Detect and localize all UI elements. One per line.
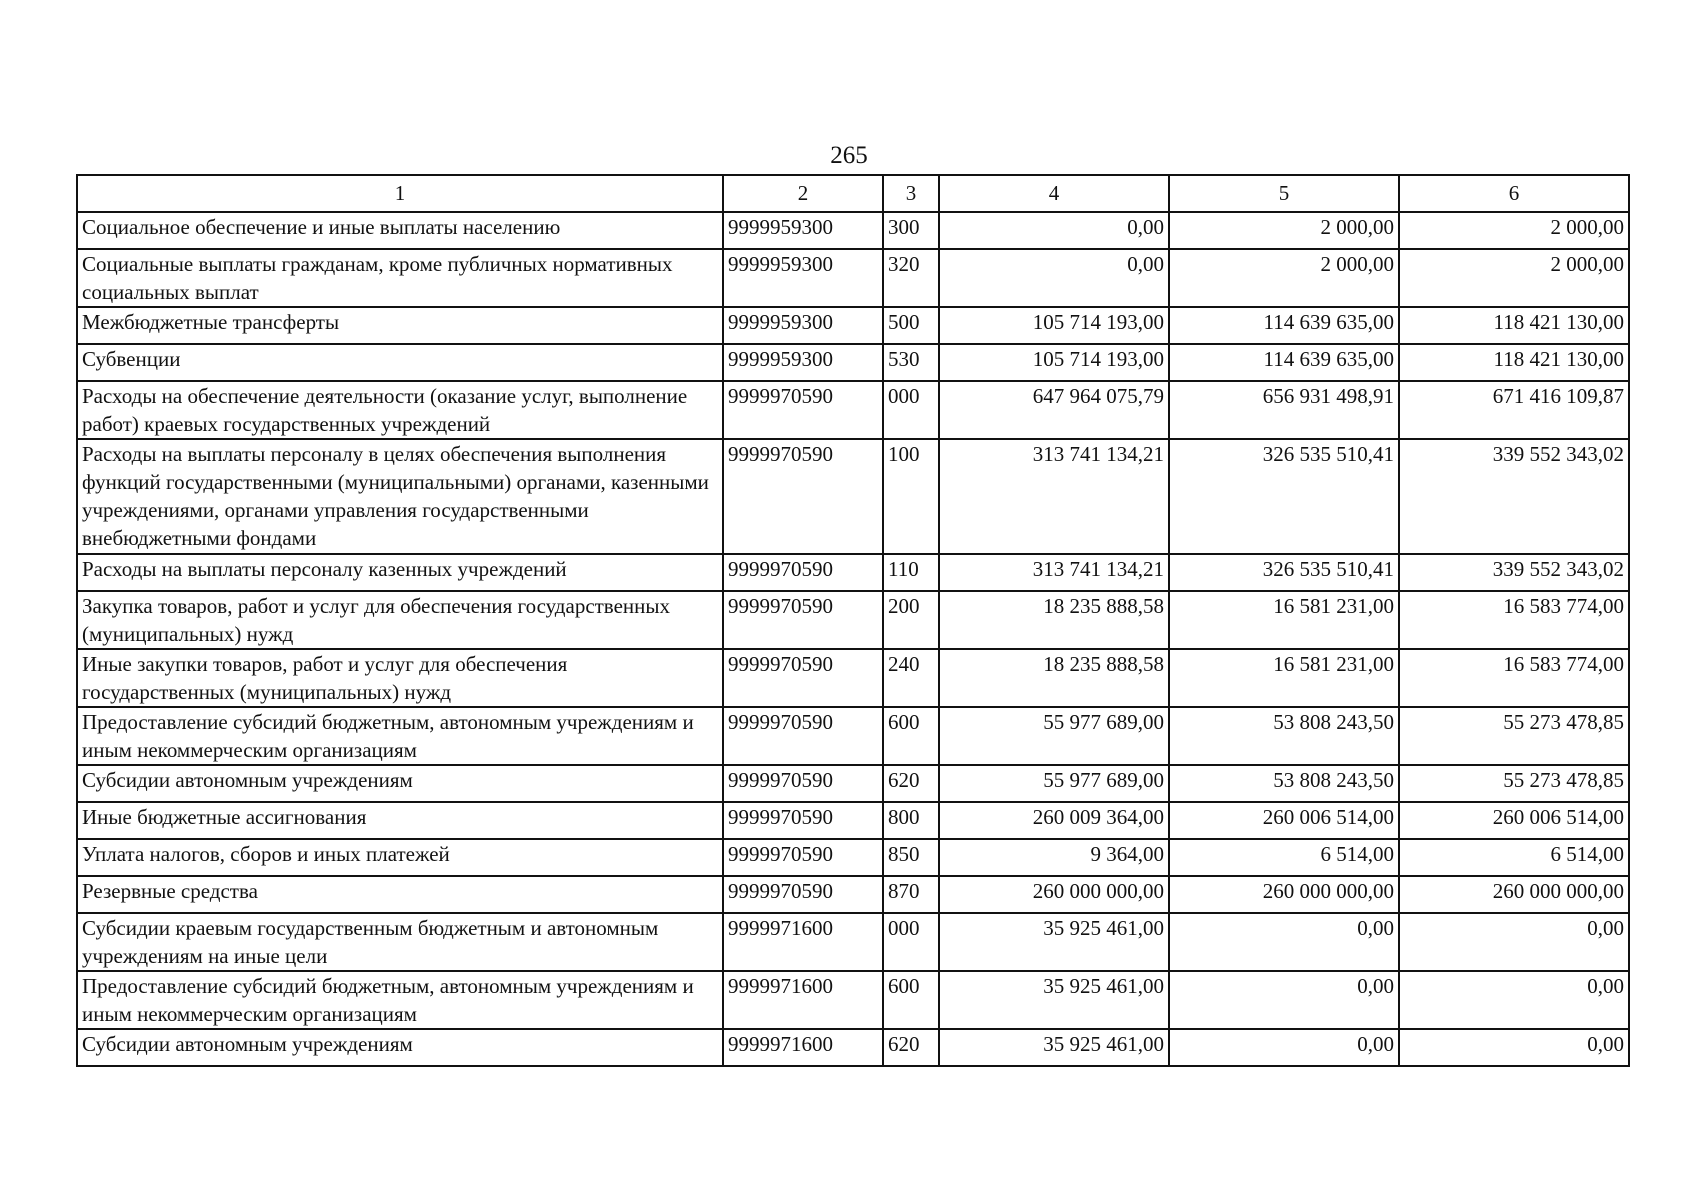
amount-col5: 2 000,00 xyxy=(1169,249,1399,307)
expense-type-code: 300 xyxy=(883,212,939,249)
table-row xyxy=(77,344,1629,381)
expense-type-code: 620 xyxy=(883,765,939,802)
amount-col5: 16 581 231,00 xyxy=(1169,591,1399,649)
amount-col6: 118 421 130,00 xyxy=(1399,344,1629,381)
expense-type-code: 870 xyxy=(883,876,939,913)
amount-col4: 647 964 075,79 xyxy=(939,381,1169,439)
amount-col5: 6 514,00 xyxy=(1169,839,1399,876)
amount-col5: 53 808 243,50 xyxy=(1169,707,1399,765)
target-code: 9999970590 xyxy=(723,802,883,839)
expense-type-code: 500 xyxy=(883,307,939,344)
expense-name: Расходы на выплаты персоналу в целях обеспечения выполнения функций государственными (муниципальными) органами, казенными учреждениями, органами управления государственными внебюджетными фондами xyxy=(77,439,723,554)
table-row xyxy=(77,249,1629,307)
amount-col5: 326 535 510,41 xyxy=(1169,439,1399,554)
amount-col4: 18 235 888,58 xyxy=(939,591,1169,649)
target-code: 9999970590 xyxy=(723,765,883,802)
amount-col6: 0,00 xyxy=(1399,971,1629,1029)
amount-col6: 2 000,00 xyxy=(1399,249,1629,307)
amount-col6: 2 000,00 xyxy=(1399,212,1629,249)
amount-col4: 260 000 000,00 xyxy=(939,876,1169,913)
expense-name: Межбюджетные трансферты xyxy=(77,307,723,344)
expense-type-code: 850 xyxy=(883,839,939,876)
table-row xyxy=(77,1029,1629,1066)
target-code: 9999959300 xyxy=(723,344,883,381)
amount-col4: 0,00 xyxy=(939,249,1169,307)
amount-col6: 16 583 774,00 xyxy=(1399,649,1629,707)
expense-name: Резервные средства xyxy=(77,876,723,913)
expense-type-code: 000 xyxy=(883,913,939,971)
header-cell: 4 xyxy=(939,175,1169,212)
table-row xyxy=(77,439,1629,554)
expense-name: Социальное обеспечение и иные выплаты населению xyxy=(77,212,723,249)
amount-col4: 35 925 461,00 xyxy=(939,1029,1169,1066)
amount-col6: 0,00 xyxy=(1399,1029,1629,1066)
target-code: 9999959300 xyxy=(723,307,883,344)
amount-col4: 18 235 888,58 xyxy=(939,649,1169,707)
amount-col6: 118 421 130,00 xyxy=(1399,307,1629,344)
amount-col6: 16 583 774,00 xyxy=(1399,591,1629,649)
expense-type-code: 620 xyxy=(883,1029,939,1066)
expense-name: Субсидии автономным учреждениям xyxy=(77,765,723,802)
amount-col5: 260 006 514,00 xyxy=(1169,802,1399,839)
expense-name: Иные закупки товаров, работ и услуг для обеспечения государственных (муниципальных) нужд xyxy=(77,649,723,707)
expense-type-code: 200 xyxy=(883,591,939,649)
target-code: 9999971600 xyxy=(723,971,883,1029)
expense-type-code: 320 xyxy=(883,249,939,307)
amount-col6: 0,00 xyxy=(1399,913,1629,971)
table-row xyxy=(77,802,1629,839)
target-code: 9999970590 xyxy=(723,591,883,649)
amount-col6: 339 552 343,02 xyxy=(1399,439,1629,554)
table-row xyxy=(77,381,1629,439)
expense-type-code: 600 xyxy=(883,971,939,1029)
expense-name: Уплата налогов, сборов и иных платежей xyxy=(77,839,723,876)
table-row xyxy=(77,649,1629,707)
expense-name: Предоставление субсидий бюджетным, автономным учреждениям и иным некоммерческим организациям xyxy=(77,971,723,1029)
target-code: 9999971600 xyxy=(723,1029,883,1066)
header-row xyxy=(77,175,1629,212)
amount-col6: 260 006 514,00 xyxy=(1399,802,1629,839)
expense-name: Субсидии автономным учреждениям xyxy=(77,1029,723,1066)
target-code: 9999970590 xyxy=(723,381,883,439)
amount-col4: 55 977 689,00 xyxy=(939,707,1169,765)
target-code: 9999970590 xyxy=(723,554,883,591)
expense-name: Расходы на выплаты персоналу казенных учреждений xyxy=(77,554,723,591)
table-row xyxy=(77,765,1629,802)
target-code: 9999970590 xyxy=(723,649,883,707)
header-cell: 5 xyxy=(1169,175,1399,212)
table-row xyxy=(77,591,1629,649)
expense-name: Субсидии краевым государственным бюджетным и автономным учреждениям на иные цели xyxy=(77,913,723,971)
budget-table xyxy=(76,174,1630,1067)
expense-name: Иные бюджетные ассигнования xyxy=(77,802,723,839)
expense-name: Социальные выплаты гражданам, кроме публичных нормативных социальных выплат xyxy=(77,249,723,307)
header-cell: 3 xyxy=(883,175,939,212)
target-code: 9999959300 xyxy=(723,212,883,249)
amount-col5: 0,00 xyxy=(1169,971,1399,1029)
amount-col6: 260 000 000,00 xyxy=(1399,876,1629,913)
amount-col5: 0,00 xyxy=(1169,913,1399,971)
expense-type-code: 110 xyxy=(883,554,939,591)
amount-col5: 326 535 510,41 xyxy=(1169,554,1399,591)
amount-col4: 35 925 461,00 xyxy=(939,971,1169,1029)
amount-col4: 105 714 193,00 xyxy=(939,344,1169,381)
amount-col4: 35 925 461,00 xyxy=(939,913,1169,971)
amount-col4: 9 364,00 xyxy=(939,839,1169,876)
table-row xyxy=(77,876,1629,913)
table-row xyxy=(77,212,1629,249)
target-code: 9999971600 xyxy=(723,913,883,971)
amount-col5: 0,00 xyxy=(1169,1029,1399,1066)
target-code: 9999970590 xyxy=(723,839,883,876)
header-cell: 1 xyxy=(77,175,723,212)
amount-col6: 671 416 109,87 xyxy=(1399,381,1629,439)
expense-name: Предоставление субсидий бюджетным, автономным учреждениям и иным некоммерческим организациям xyxy=(77,707,723,765)
amount-col4: 105 714 193,00 xyxy=(939,307,1169,344)
amount-col5: 16 581 231,00 xyxy=(1169,649,1399,707)
header-cell: 2 xyxy=(723,175,883,212)
amount-col5: 656 931 498,91 xyxy=(1169,381,1399,439)
expense-type-code: 000 xyxy=(883,381,939,439)
table-row xyxy=(77,913,1629,971)
page-number: 265 xyxy=(830,142,868,169)
target-code: 9999970590 xyxy=(723,876,883,913)
table-row xyxy=(77,554,1629,591)
amount-col6: 55 273 478,85 xyxy=(1399,707,1629,765)
amount-col6: 6 514,00 xyxy=(1399,839,1629,876)
expense-type-code: 600 xyxy=(883,707,939,765)
table-row xyxy=(77,839,1629,876)
expense-type-code: 240 xyxy=(883,649,939,707)
amount-col5: 114 639 635,00 xyxy=(1169,344,1399,381)
amount-col6: 55 273 478,85 xyxy=(1399,765,1629,802)
amount-col5: 2 000,00 xyxy=(1169,212,1399,249)
amount-col5: 114 639 635,00 xyxy=(1169,307,1399,344)
amount-col4: 260 009 364,00 xyxy=(939,802,1169,839)
expense-name: Закупка товаров, работ и услуг для обеспечения государственных (муниципальных) нужд xyxy=(77,591,723,649)
table-row xyxy=(77,971,1629,1029)
amount-col4: 55 977 689,00 xyxy=(939,765,1169,802)
target-code: 9999970590 xyxy=(723,707,883,765)
expense-type-code: 530 xyxy=(883,344,939,381)
amount-col5: 53 808 243,50 xyxy=(1169,765,1399,802)
amount-col4: 313 741 134,21 xyxy=(939,439,1169,554)
table-row xyxy=(77,707,1629,765)
expense-type-code: 800 xyxy=(883,802,939,839)
expense-type-code: 100 xyxy=(883,439,939,554)
target-code: 9999959300 xyxy=(723,249,883,307)
amount-col6: 339 552 343,02 xyxy=(1399,554,1629,591)
amount-col4: 0,00 xyxy=(939,212,1169,249)
expense-name: Расходы на обеспечение деятельности (оказание услуг, выполнение работ) краевых государственных учреждений xyxy=(77,381,723,439)
header-cell: 6 xyxy=(1399,175,1629,212)
amount-col4: 313 741 134,21 xyxy=(939,554,1169,591)
target-code: 9999970590 xyxy=(723,439,883,554)
table-row xyxy=(77,307,1629,344)
expense-name: Субвенции xyxy=(77,344,723,381)
amount-col5: 260 000 000,00 xyxy=(1169,876,1399,913)
